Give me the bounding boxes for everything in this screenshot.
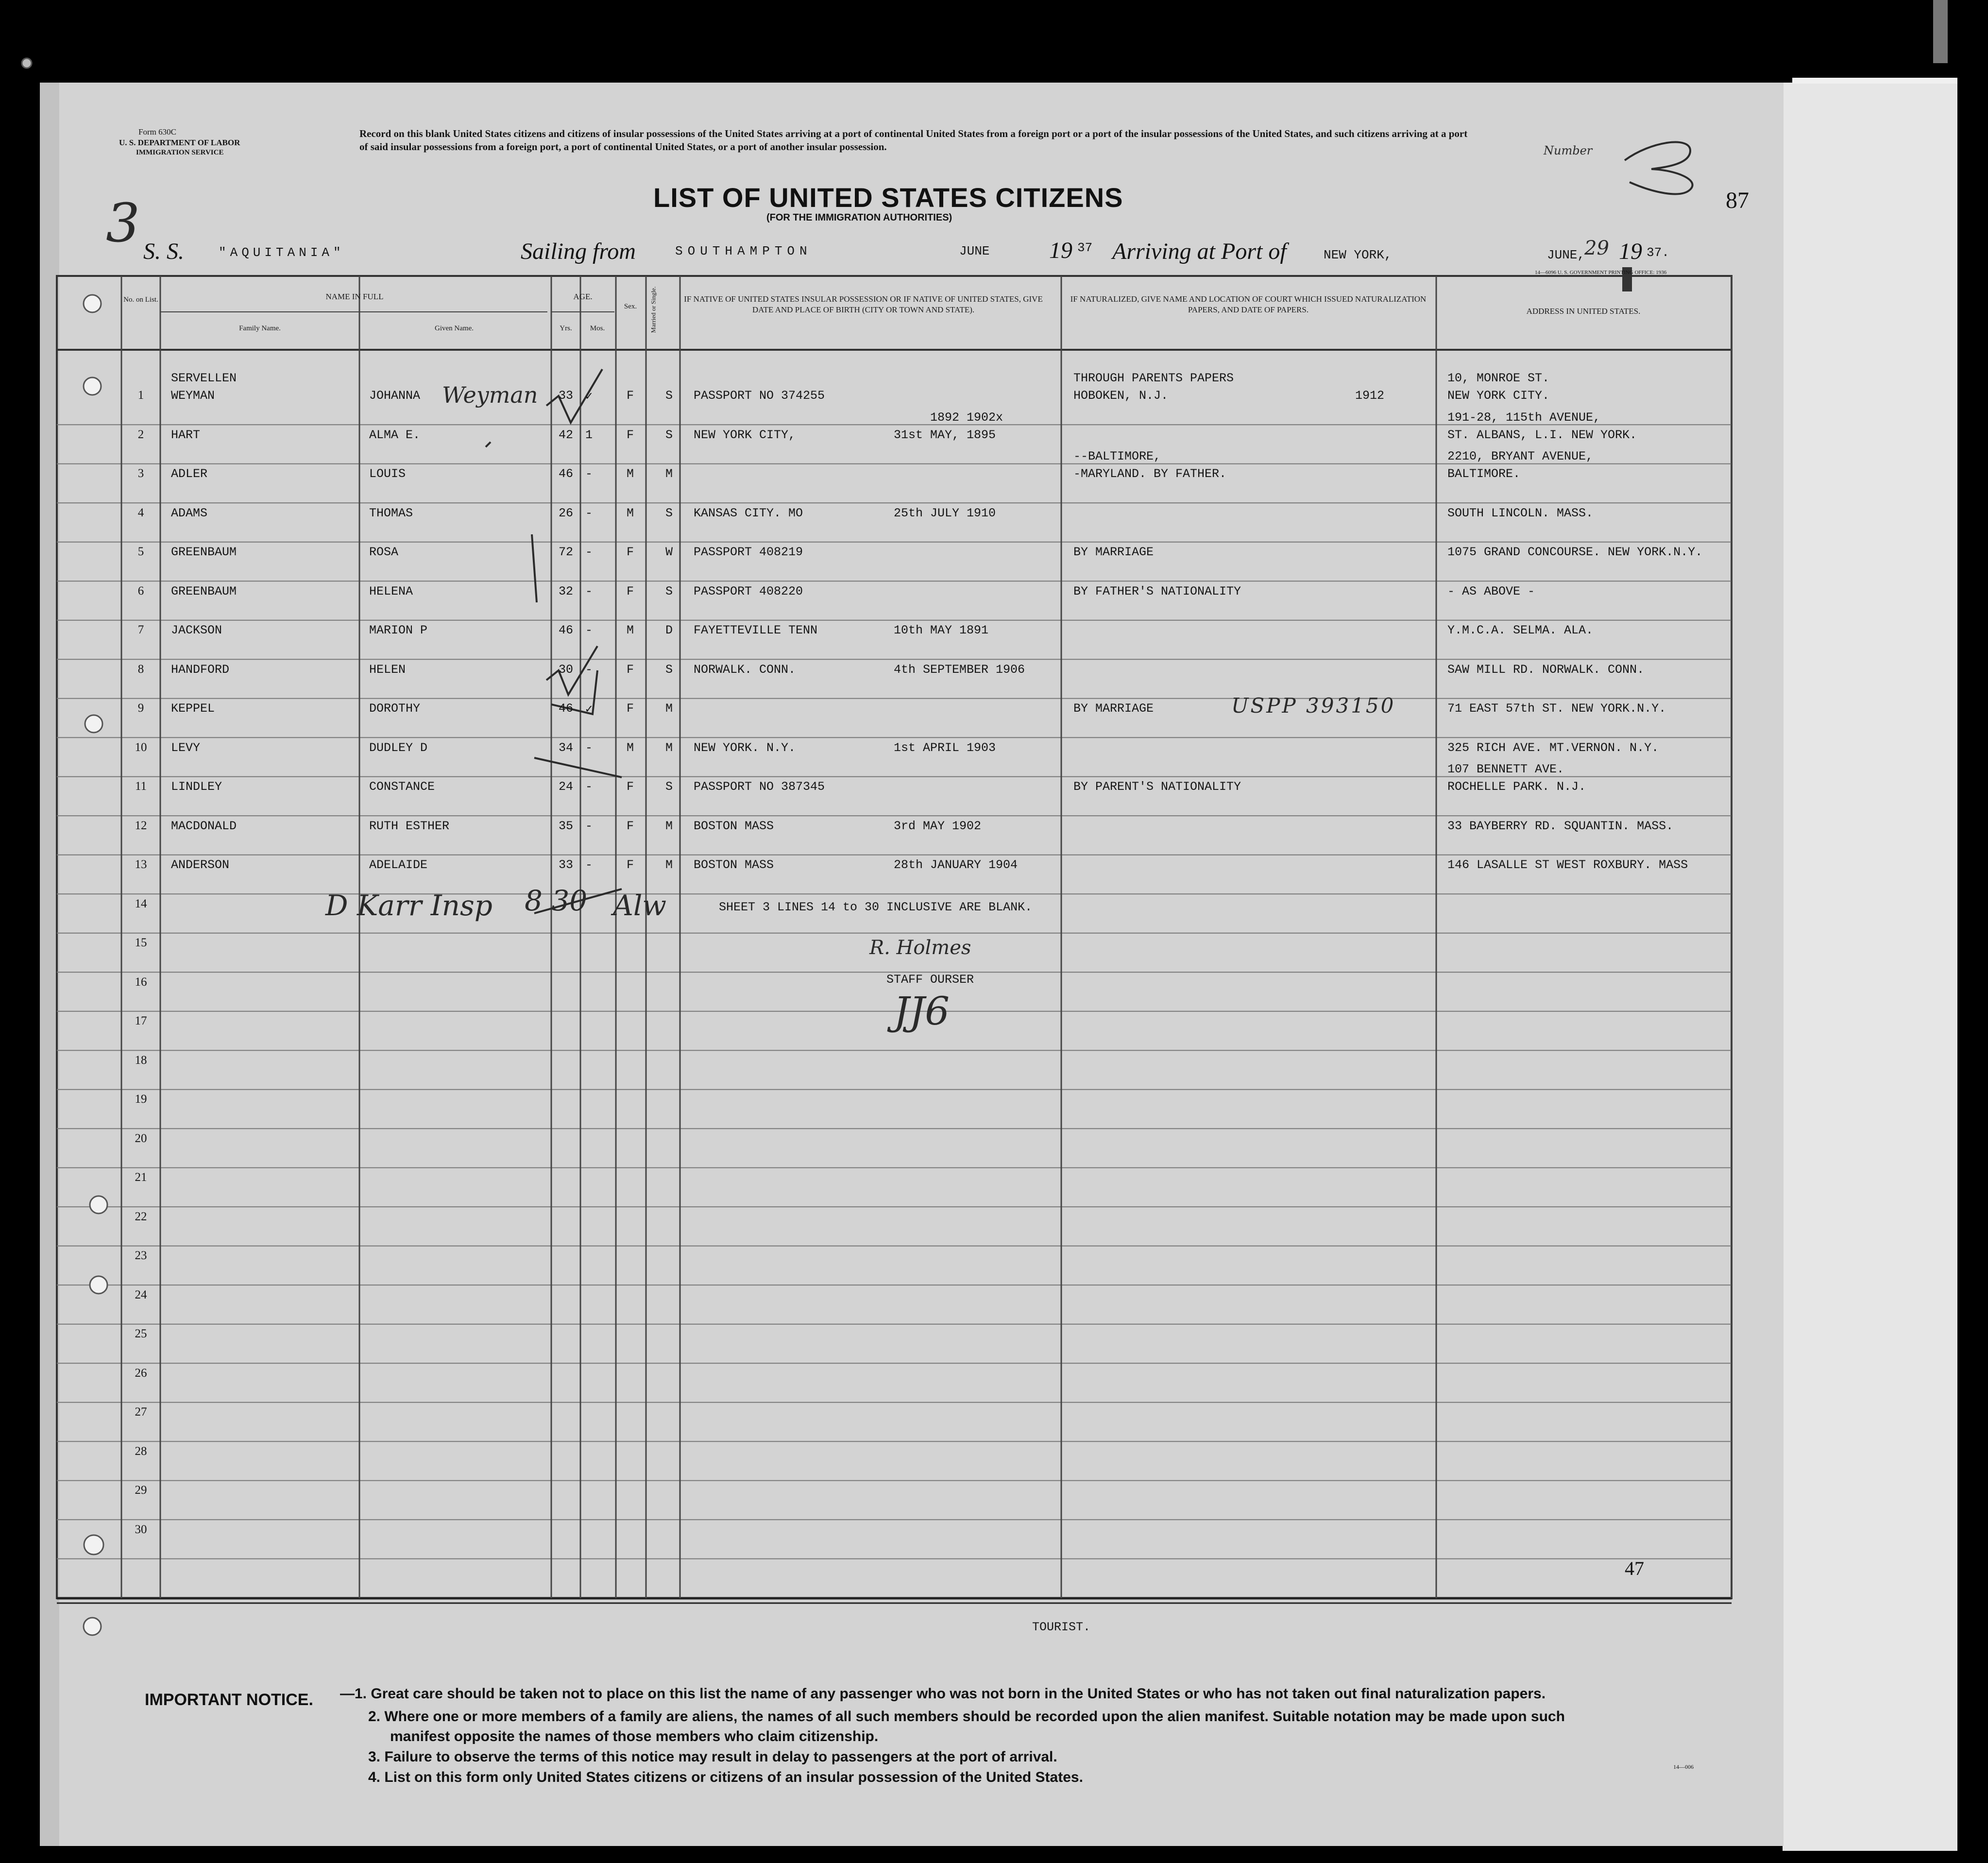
birth-date: 31st MAY, 1895 xyxy=(894,427,996,442)
age-years: 46 xyxy=(559,467,574,481)
married-single: M xyxy=(665,701,673,716)
col-header-no: No. on List. xyxy=(123,296,158,304)
list-number-value xyxy=(1608,126,1611,132)
address-line2: NEW YORK CITY. xyxy=(1447,389,1550,403)
birth-date: 10th MAY 1891 xyxy=(894,623,989,637)
age-years: 32 xyxy=(559,584,574,598)
col-header-name: NAME IN FULL xyxy=(325,292,384,301)
age-years: 35 xyxy=(559,819,574,833)
row-number: 4 xyxy=(137,506,144,519)
col-header-mos: Mos. xyxy=(590,325,605,332)
printer-mark: 14—6096 U. S. GOVERNMENT PRINTING OFFICE: 1936 xyxy=(1535,270,1667,275)
row-number: 29 xyxy=(135,1484,147,1497)
birth-place: PASSPORT 408219 xyxy=(694,545,803,559)
row-number: 16 xyxy=(135,975,147,989)
col-header-naturalized: IF NATURALIZED, GIVE NAME AND LOCATION OF COURT WHICH ISSUED NATURALIZATION PAPERS, AND DATE OF PAPERS. xyxy=(1070,294,1427,314)
naturalization: BY FATHER'S NATIONALITY xyxy=(1073,584,1241,598)
age-months: - xyxy=(585,506,593,520)
naturalization: --BALTIMORE, xyxy=(1073,449,1161,463)
row-number: 3 xyxy=(137,467,144,480)
address: SAW MILL RD. NORWALK. CONN. xyxy=(1447,662,1645,677)
given-name: DUDLEY D xyxy=(369,740,428,755)
birth-place: NEW YORK CITY, xyxy=(694,427,796,442)
row-number: 20 xyxy=(135,1131,147,1145)
ship-name: "AQUITANIA" xyxy=(219,245,345,260)
col-header-married-single: Married or Single. xyxy=(649,286,657,333)
officer-initials: JJ6 xyxy=(894,989,950,1034)
page-title: LIST OF UNITED STATES CITIZENS xyxy=(653,182,1123,213)
col-header-given: Given Name. xyxy=(435,325,474,332)
sailing-from-label: Sailing from xyxy=(521,239,636,264)
sex: F xyxy=(627,662,634,677)
married-single: D xyxy=(665,623,673,637)
row-number: 17 xyxy=(135,1014,147,1027)
row-number: 8 xyxy=(137,662,144,676)
row-number: 22 xyxy=(135,1210,147,1223)
page-subtitle: (FOR THE IMMIGRATION AUTHORITIES) xyxy=(766,212,952,223)
birth-date: 1st APRIL 1903 xyxy=(894,740,996,755)
form-number: Form 630C xyxy=(138,127,176,137)
row-number: 6 xyxy=(137,584,144,598)
address: 71 EAST 57th ST. NEW YORK.N.Y. xyxy=(1447,701,1666,716)
naturalization: THROUGH PARENTS PAPERS xyxy=(1073,371,1234,385)
family-name: MACDONALD xyxy=(171,819,237,833)
married-single: M xyxy=(665,740,673,755)
married-single: M xyxy=(665,819,673,833)
given-name: CONSTANCE xyxy=(369,780,435,794)
address: 107 BENNETT AVE. xyxy=(1447,762,1564,776)
age-months: - xyxy=(585,740,593,755)
age-years: 33 xyxy=(559,389,574,403)
row-number: 7 xyxy=(137,623,144,636)
address: 2210, BRYANT AVENUE, xyxy=(1447,449,1594,463)
age-years: 42 xyxy=(559,427,574,442)
address: 146 LASALLE ST WEST ROXBURY. MASS xyxy=(1447,858,1688,872)
address: 33 BAYBERRY RD. SQUANTIN. MASS. xyxy=(1447,819,1674,833)
sex: F xyxy=(627,545,634,559)
given-name: ADELAIDE xyxy=(369,858,428,872)
age-months: - xyxy=(585,584,593,598)
birth-place: PASSPORT NO 374255 xyxy=(694,389,825,403)
sex: M xyxy=(627,467,634,481)
notice-item-4: 4. List on this form only United States citizens or citizens of an insular possession of the United States. xyxy=(368,1769,1083,1785)
given-name: HELEN xyxy=(369,662,406,677)
age-months: - xyxy=(585,545,593,559)
uspp-handwriting: USPP 393150 xyxy=(1231,694,1396,718)
married-single: W xyxy=(665,545,673,559)
arrival-year-prefix: 19 xyxy=(1619,239,1642,264)
birth-place: NEW YORK. N.Y. xyxy=(694,740,796,755)
age-years: 30 xyxy=(559,662,574,677)
family-name: LEVY xyxy=(171,740,201,755)
row-number: 10 xyxy=(135,740,147,754)
birth-date: 28th JANUARY 1904 xyxy=(894,858,1018,872)
col-header-family: Family Name. xyxy=(239,325,281,332)
birth-place: PASSPORT NO 387345 xyxy=(694,780,825,794)
naturalization-year: 1912 xyxy=(1355,389,1385,403)
family-name: GREENBAUM xyxy=(171,584,237,598)
given-name: LOUIS xyxy=(369,467,406,481)
married-single: S xyxy=(665,506,673,520)
sex: F xyxy=(627,427,634,442)
age-months: - xyxy=(585,467,593,481)
col-header-age: AGE. xyxy=(573,292,593,301)
birth-place: BOSTON MASS xyxy=(694,858,774,872)
officer-signature: R. Holmes xyxy=(869,937,971,959)
naturalization-line2: -MARYLAND. BY FATHER. xyxy=(1073,467,1227,481)
married-single: S xyxy=(665,662,673,677)
service-label: IMMIGRATION SERVICE xyxy=(136,149,224,156)
row14-inspector-handwriting: D Karr Insp xyxy=(325,889,493,922)
sex: M xyxy=(627,740,634,755)
given-name: MARION P xyxy=(369,623,428,637)
age-years: 46 xyxy=(559,701,574,716)
given-name: DOROTHY xyxy=(369,701,421,716)
birth-place: FAYETTEVILLE TENN xyxy=(694,623,818,637)
married-single: S xyxy=(665,584,673,598)
married-single: S xyxy=(665,389,673,403)
row-number: 23 xyxy=(135,1249,147,1262)
married-single: M xyxy=(665,858,673,872)
naturalization: BY MARRIAGE xyxy=(1073,545,1154,559)
address-line2: BALTIMORE. xyxy=(1447,467,1521,481)
family-name: HANDFORD xyxy=(171,662,230,677)
col-header-yrs: Yrs. xyxy=(560,325,572,332)
age-years: 46 xyxy=(559,623,574,637)
row-number: 11 xyxy=(135,780,147,793)
row-number: 9 xyxy=(137,701,144,715)
row-number: 12 xyxy=(135,819,147,832)
given-name: ALMA E. xyxy=(369,427,421,442)
row-number: 19 xyxy=(135,1093,147,1106)
sex: F xyxy=(627,819,634,833)
address-line2: ST. ALBANS, L.I. NEW YORK. xyxy=(1447,427,1637,442)
birth-place: PASSPORT 408220 xyxy=(694,584,803,598)
row-number: 28 xyxy=(135,1444,147,1458)
given-name: HELENA xyxy=(369,584,413,598)
naturalization-line2: HOBOKEN, N.J. xyxy=(1073,389,1169,403)
arrival-port: NEW YORK, xyxy=(1324,248,1392,262)
birth-date: 25th JULY 1910 xyxy=(894,506,996,520)
page-stamp: 87 xyxy=(1726,188,1749,213)
family-name: ANDERSON xyxy=(171,858,230,872)
row-number: 14 xyxy=(135,897,147,910)
family-name: HART xyxy=(171,427,201,442)
address-line2: ROCHELLE PARK. N.J. xyxy=(1447,780,1586,794)
sheet-mark: 3 xyxy=(106,192,140,254)
row-number: 26 xyxy=(135,1366,147,1380)
list-number-label: Number xyxy=(1544,144,1593,157)
birth-place: BOSTON MASS xyxy=(694,819,774,833)
arrival-year-suffix: 37. xyxy=(1647,245,1669,260)
row-number: 1 xyxy=(137,389,144,402)
row-number: 24 xyxy=(135,1288,147,1301)
officer-title: STAFF OURSER xyxy=(886,973,974,987)
sex: F xyxy=(627,780,634,794)
sex: F xyxy=(627,858,634,872)
address: 325 RICH AVE. MT.VERNON. N.Y. xyxy=(1447,740,1659,755)
ss-label: S. S. xyxy=(143,239,184,264)
family-name: LINDLEY xyxy=(171,780,222,794)
row-number: 13 xyxy=(135,858,147,871)
family-name: ADAMS xyxy=(171,506,208,520)
notice-corner-code: 14—006 xyxy=(1673,1763,1694,1770)
row-number: 21 xyxy=(135,1171,147,1184)
family-name: KEPPEL xyxy=(171,701,215,716)
sex: M xyxy=(627,623,634,637)
row14-time-handwriting: 8 30 xyxy=(525,884,588,917)
sex: F xyxy=(627,584,634,598)
age-years: 26 xyxy=(559,506,574,520)
given-name-note: Weyman xyxy=(442,382,538,408)
married-single: S xyxy=(665,427,673,442)
sailing-year-prefix: 19 xyxy=(1049,238,1072,263)
given-name: ROSA xyxy=(369,545,399,559)
col-header-birth: IF NATIVE OF UNITED STATES INSULAR POSSESSION OR IF NATIVE OF UNITED STATES, GIVE DATE AND PLACE OF BIRTH (CITY OR TOWN AND STATE). xyxy=(684,294,1043,314)
naturalization: BY PARENT'S NATIONALITY xyxy=(1073,780,1241,794)
married-single: M xyxy=(665,467,673,481)
row-number: 15 xyxy=(135,936,147,949)
notice-item-2a: 2. Where one or more members of a family are aliens, the names of all such members should be recorded upon the alien manifest. Suitable notation may be made upon such xyxy=(368,1709,1565,1725)
birth-date: 4th SEPTEMBER 1906 xyxy=(894,662,1025,677)
age-years: 24 xyxy=(559,780,574,794)
row-number: 2 xyxy=(137,427,144,441)
row-number: 18 xyxy=(135,1053,147,1067)
age-months: 1 xyxy=(585,427,593,442)
arrival-day: 29 xyxy=(1584,237,1609,259)
address: - AS ABOVE - xyxy=(1447,584,1535,598)
row-number: 30 xyxy=(135,1522,147,1536)
row14-initials-handwriting: Alw xyxy=(613,889,667,922)
age-months: - xyxy=(585,858,593,872)
department-label: U. S. DEPARTMENT OF LABOR xyxy=(119,138,240,147)
age-months: ✓ xyxy=(585,702,593,717)
age-years: 72 xyxy=(559,545,574,559)
sex: M xyxy=(627,506,634,520)
footer-number: 47 xyxy=(1625,1557,1644,1579)
form-instructions: Record on this blank United States citizens and citizens of insular possessions of the United States arriving at a port of continental United States from a foreign port or a port of the insular possessions of the United States, and such citizens arriving at a port of said insular possessions from a foreign port, a port of continental United States, or a port of another insular possession. xyxy=(359,128,1468,153)
birth-note: 1892 1902x xyxy=(930,410,1003,425)
sailing-month: JUNE xyxy=(959,244,990,258)
family-name: JACKSON xyxy=(171,623,222,637)
given-name: THOMAS xyxy=(369,506,413,520)
age-months: ✓ xyxy=(585,390,593,404)
address: 10, MONROE ST. xyxy=(1447,371,1550,385)
sailing-port: SOUTHAMPTON xyxy=(675,244,812,258)
age-months: - xyxy=(585,623,593,637)
age-months: - xyxy=(585,780,593,794)
sex: F xyxy=(627,389,634,403)
col-header-sex: Sex. xyxy=(624,303,637,310)
birth-place: NORWALK. CONN. xyxy=(694,662,796,677)
given-name: RUTH ESTHER xyxy=(369,819,450,833)
address: 1075 GRAND CONCOURSE. NEW YORK.N.Y. xyxy=(1447,545,1703,559)
row-number: 5 xyxy=(137,545,144,558)
address: Y.M.C.A. SELMA. ALA. xyxy=(1447,623,1594,637)
notice-item-2b: manifest opposite the names of those members who claim citizenship. xyxy=(390,1728,879,1744)
address: 191-28, 115th AVENUE, xyxy=(1447,410,1601,425)
given-name: JOHANNA xyxy=(369,389,421,403)
address: SOUTH LINCOLN. MASS. xyxy=(1447,506,1594,520)
notice-heading: IMPORTANT NOTICE. xyxy=(145,1691,313,1709)
arriving-label: Arriving at Port of xyxy=(1112,239,1287,264)
notice-item-1: —1. Great care should be taken not to place on this list the name of any passenger who was not born in the United States or who has not taken out final naturalization papers. xyxy=(340,1686,1546,1702)
married-single: S xyxy=(665,780,673,794)
birth-date: 3rd MAY 1902 xyxy=(894,819,982,833)
arrival-month: JUNE, xyxy=(1547,248,1585,262)
family-name: ADLER xyxy=(171,467,208,481)
age-months: - xyxy=(585,819,593,833)
row-number: 27 xyxy=(135,1405,147,1419)
class-label: TOURIST. xyxy=(1032,1620,1091,1634)
sailing-year-suffix: 37 xyxy=(1077,240,1093,255)
family-name: GREENBAUM xyxy=(171,545,237,559)
birth-place: KANSAS CITY. MO xyxy=(694,506,803,520)
row-number: 25 xyxy=(135,1327,147,1340)
blank-lines-note: SHEET 3 LINES 14 to 30 INCLUSIVE ARE BLANK. xyxy=(719,900,1033,914)
sex: F xyxy=(627,701,634,716)
age-years: 34 xyxy=(559,740,574,755)
col-header-address: ADDRESS IN UNITED STATES. xyxy=(1526,307,1641,316)
age-months: - xyxy=(585,662,593,677)
family-name: WEYMAN xyxy=(171,389,215,403)
notice-item-3: 3. Failure to observe the terms of this notice may result in delay to passengers at the port of arrival. xyxy=(368,1749,1057,1765)
family-name-alt: SERVELLEN xyxy=(171,371,237,385)
naturalization: BY MARRIAGE xyxy=(1073,701,1154,716)
age-years: 33 xyxy=(559,858,574,872)
